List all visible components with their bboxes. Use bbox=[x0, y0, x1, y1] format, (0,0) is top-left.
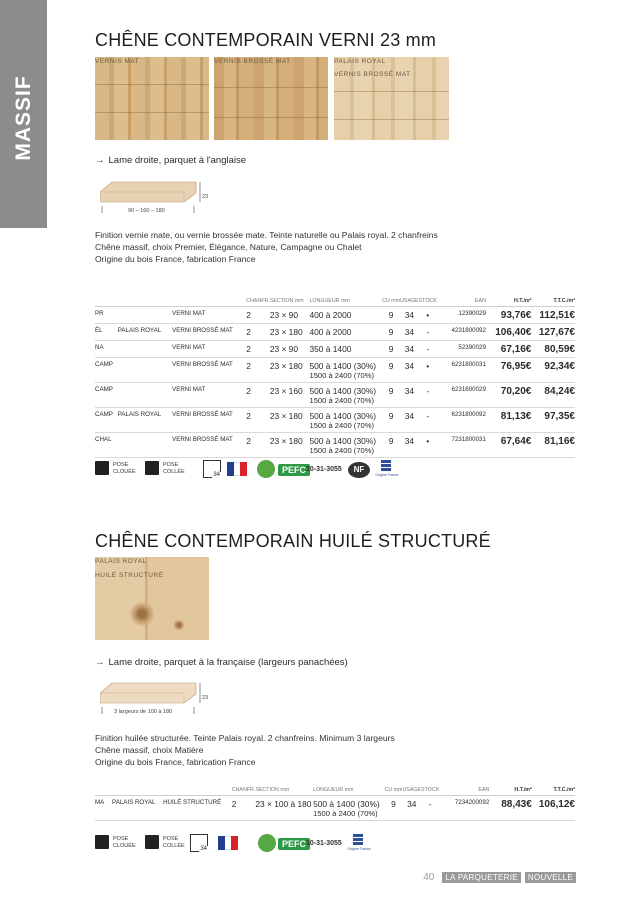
cell-longueur bbox=[309, 407, 382, 432]
glue-icon bbox=[145, 461, 159, 475]
cell-finition: VERNI BROSSÉ MAT bbox=[172, 407, 246, 432]
section1-title: CHÊNE CONTEMPORAIN VERNI 23 mm bbox=[95, 30, 437, 50]
section2-product-table bbox=[95, 785, 575, 821]
col-section: SECTION mm bbox=[255, 785, 313, 795]
description-line: Chêne massif, choix Matière bbox=[95, 745, 204, 755]
cell-longueur bbox=[313, 795, 384, 820]
cell-chanfrein: 2 bbox=[246, 323, 270, 340]
table-row bbox=[95, 407, 575, 432]
description-line: Chêne massif, choix Premier, Élégance, Nature, Campagne ou Chalet bbox=[95, 242, 362, 252]
table-row bbox=[95, 382, 575, 407]
board-profile-icon bbox=[100, 180, 210, 220]
cell-usage: 34 bbox=[400, 407, 419, 432]
brand-tag: NOUVELLE bbox=[525, 872, 576, 883]
cell-section: 23 × 180 bbox=[270, 357, 310, 382]
cell-longueur bbox=[309, 340, 382, 357]
pefc-code: 10-31-3055 bbox=[306, 840, 342, 847]
cell-cu: 9 bbox=[382, 323, 400, 340]
cell-stock: • bbox=[419, 432, 437, 457]
longueur-line: 500 à 1400 (30%) bbox=[313, 798, 380, 809]
swatch-palais-royal-huile bbox=[95, 557, 209, 640]
cell-stock: - bbox=[419, 323, 437, 340]
col-ttc: T.T.C./m² bbox=[532, 785, 575, 795]
cell-ean: 7231800031 bbox=[437, 432, 486, 457]
table-header bbox=[95, 296, 575, 306]
col-cu: CU mm bbox=[382, 296, 400, 306]
longueur-line: 500 à 1400 (30%) bbox=[309, 360, 377, 371]
cell-teinte: PALAIS ROYAL bbox=[118, 323, 172, 340]
cell-price-ttc: 106,12€ bbox=[532, 795, 575, 820]
pefc-logo: PEFC bbox=[278, 838, 310, 850]
col-stock: STOCK bbox=[421, 785, 439, 795]
profile-thickness: 23 bbox=[202, 695, 209, 701]
cell-cu: 9 bbox=[382, 340, 400, 357]
description-line: Finition vernie mate, ou vernie brossée mate. Teinte naturelle ou Palais royal. 2 chanfreins bbox=[95, 230, 438, 240]
board-profile-diagram bbox=[100, 681, 215, 721]
cell-price-ht: 70,20€ bbox=[486, 382, 531, 407]
table-header bbox=[95, 785, 575, 795]
col-ht: H.T./m² bbox=[486, 296, 531, 306]
cell-price-ttc: 84,24€ bbox=[531, 382, 575, 407]
description-line: Origine du bois France, fabrication France bbox=[95, 757, 256, 767]
swatch-label: PALAIS ROYAL bbox=[95, 558, 147, 565]
cell-price-ttc: 97,35€ bbox=[531, 407, 575, 432]
cell-teinte: PALAIS ROYAL bbox=[112, 795, 163, 820]
col-usage: USAGE bbox=[403, 785, 422, 795]
table-row bbox=[95, 340, 575, 357]
longueur-line: 1500 à 2400 (70%) bbox=[309, 445, 375, 455]
category-label: MASSIF bbox=[11, 75, 35, 161]
cell-choix: CAMP bbox=[95, 357, 118, 382]
pefc-leaf-icon bbox=[258, 834, 276, 852]
cell-chanfrein: 2 bbox=[246, 407, 270, 432]
cell-usage: 34 bbox=[400, 357, 419, 382]
cell-choix: CHAL bbox=[95, 432, 118, 457]
cell-usage: 34 bbox=[403, 795, 422, 820]
cell-ean: 52390029 bbox=[437, 340, 486, 357]
cell-section: 23 × 180 bbox=[270, 323, 310, 340]
section1-description bbox=[95, 229, 438, 265]
arrow-icon: → bbox=[95, 155, 105, 166]
cell-section: 23 × 160 bbox=[270, 382, 310, 407]
cell-finition: VERNI MAT bbox=[172, 382, 246, 407]
cell-ean: 12390029 bbox=[437, 306, 486, 323]
cell-price-ht: 67,16€ bbox=[486, 340, 531, 357]
description-line: Origine du bois France, fabrication France bbox=[95, 254, 256, 264]
cell-longueur bbox=[309, 306, 382, 323]
france-flag-icon bbox=[218, 836, 238, 850]
cell-stock: - bbox=[419, 382, 437, 407]
cell-choix: CAMP bbox=[95, 382, 118, 407]
table-row bbox=[95, 432, 575, 457]
cell-usage: 34 bbox=[400, 340, 419, 357]
cell-choix: NA bbox=[95, 340, 118, 357]
cell-chanfrein: 2 bbox=[232, 795, 256, 820]
cell-cu: 9 bbox=[382, 432, 400, 457]
section2-title: CHÊNE CONTEMPORAIN HUILÉ STRUCTURÉ bbox=[95, 531, 491, 551]
longueur-line: 500 à 1400 (30%) bbox=[309, 410, 377, 421]
cell-chanfrein: 2 bbox=[246, 382, 270, 407]
board-profile-icon bbox=[100, 681, 212, 721]
origine-france-logo: Origine France bbox=[349, 834, 367, 856]
longueur-line: 500 à 1400 (30%) bbox=[309, 435, 377, 446]
cell-ean: 6231800031 bbox=[437, 357, 486, 382]
cell-chanfrein: 2 bbox=[246, 306, 270, 323]
swatch-label: PALAIS ROYAL bbox=[334, 58, 386, 65]
col-cu: CU mm bbox=[385, 785, 403, 795]
section1-subtitle bbox=[95, 155, 246, 166]
cell-teinte bbox=[118, 340, 172, 357]
cell-price-ttc: 92,34€ bbox=[531, 357, 575, 382]
arrow-icon: → bbox=[95, 657, 105, 668]
cell-usage: 34 bbox=[400, 382, 419, 407]
cell-price-ht: 81,13€ bbox=[486, 407, 531, 432]
cell-longueur bbox=[309, 323, 382, 340]
longueur-line: 1500 à 2400 (70%) bbox=[309, 420, 375, 430]
col-ttc: T.T.C./m² bbox=[531, 296, 575, 306]
cell-finition: VERNI BROSSÉ MAT bbox=[172, 432, 246, 457]
cell-cu: 9 bbox=[382, 306, 400, 323]
pefc-leaf-icon bbox=[257, 460, 275, 478]
cell-price-ttc: 80,59€ bbox=[531, 340, 575, 357]
cell-chanfrein: 2 bbox=[246, 357, 270, 382]
glue-icon bbox=[145, 835, 159, 849]
cell-chanfrein: 2 bbox=[246, 432, 270, 457]
longueur-line: 1500 à 2400 (70%) bbox=[309, 370, 375, 380]
cell-price-ht: 88,43€ bbox=[489, 795, 532, 820]
cell-price-ht: 67,64€ bbox=[486, 432, 531, 457]
cell-ean: 7234200092 bbox=[439, 795, 489, 820]
cell-choix: MA bbox=[95, 795, 112, 820]
hammer-icon bbox=[95, 835, 109, 849]
col-ht: H.T./m² bbox=[489, 785, 532, 795]
pefc-logo: PEFC bbox=[278, 464, 310, 476]
profile-widths: 90 – 160 – 180 bbox=[128, 208, 165, 214]
col-ean: EAN bbox=[437, 296, 486, 306]
profile-thickness: 23 bbox=[202, 194, 209, 200]
cell-stock: • bbox=[419, 306, 437, 323]
subtitle-text: Lame droite, parquet à l'anglaise bbox=[108, 155, 247, 166]
category-side-tab bbox=[0, 0, 47, 228]
page-footer bbox=[423, 872, 576, 883]
cell-usage: 34 bbox=[400, 306, 419, 323]
col-longueur: LONGUEUR mm bbox=[309, 296, 382, 306]
cell-cu: 9 bbox=[382, 382, 400, 407]
description-line: Finition huilée structurée. Teinte Palais royal. 2 chanfreins. Minimum 3 largeurs bbox=[95, 733, 395, 743]
table-row bbox=[95, 323, 575, 340]
pefc-code: 10-31-3055 bbox=[306, 466, 342, 473]
cell-teinte bbox=[118, 306, 172, 323]
cell-price-ttc: 112,51€ bbox=[531, 306, 575, 323]
longueur-line: 400 à 2000 bbox=[309, 326, 352, 337]
usage-class-icon: 34 bbox=[203, 460, 221, 478]
cell-cu: 9 bbox=[382, 357, 400, 382]
table-row bbox=[95, 795, 575, 820]
col-ean: EAN bbox=[439, 785, 489, 795]
col-usage: USAGE bbox=[400, 296, 419, 306]
cell-ean: 6231600029 bbox=[437, 382, 486, 407]
cell-teinte bbox=[118, 357, 172, 382]
swatch-label-2: HUILÉ STRUCTURÉ bbox=[95, 572, 164, 579]
nf-logo: NF bbox=[348, 462, 370, 478]
longueur-line: 400 à 2000 bbox=[309, 309, 352, 320]
col-longueur: LONGUEUR mm bbox=[313, 785, 384, 795]
cell-longueur bbox=[309, 357, 382, 382]
section1-certifications: POSE CLOUÉE POSE COLLÉE 34 PEFC 10-31-3055 NF Origine France bbox=[95, 458, 415, 488]
cell-usage: 34 bbox=[400, 323, 419, 340]
swatch-label-2: VERNIS BROSSÉ MAT bbox=[334, 71, 411, 78]
cell-price-ht: 76,95€ bbox=[486, 357, 531, 382]
cell-stock: • bbox=[419, 357, 437, 382]
cell-choix: CAMP bbox=[95, 407, 118, 432]
cell-teinte bbox=[118, 432, 172, 457]
cell-choix: PR bbox=[95, 306, 118, 323]
longueur-line: 500 à 1400 (30%) bbox=[309, 385, 377, 396]
longueur-line: 1500 à 2400 (70%) bbox=[309, 395, 375, 405]
longueur-line: 350 à 1400 bbox=[309, 343, 352, 354]
cell-ean: 6231800092 bbox=[437, 407, 486, 432]
cell-price-ttc: 127,67€ bbox=[531, 323, 575, 340]
cell-section: 23 × 180 bbox=[270, 432, 310, 457]
cell-finition: VERNI MAT bbox=[172, 306, 246, 323]
cell-finition: VERNI BROSSÉ MAT bbox=[172, 323, 246, 340]
profile-widths: 3 largeurs de 100 à 180 bbox=[114, 709, 173, 715]
usage-class-icon: 34 bbox=[190, 834, 208, 852]
cell-stock: - bbox=[419, 407, 437, 432]
cell-finition: VERNI BROSSÉ MAT bbox=[172, 357, 246, 382]
cell-longueur bbox=[309, 432, 382, 457]
brand-tag: LA PARQUETERIE bbox=[442, 872, 521, 883]
section2-description bbox=[95, 732, 395, 768]
cell-section: 23 × 100 à 180 bbox=[255, 795, 313, 820]
cell-stock: - bbox=[421, 795, 439, 820]
cell-finition: VERNI MAT bbox=[172, 340, 246, 357]
cell-section: 23 × 90 bbox=[270, 340, 310, 357]
section2-certifications: POSE CLOUÉE POSE COLLÉE 34 PEFC 10-31-3055 Origine France bbox=[95, 832, 395, 862]
cell-price-ht: 93,76€ bbox=[486, 306, 531, 323]
col-chanfrein: CHANFR. bbox=[232, 785, 256, 795]
board-profile-diagram bbox=[100, 180, 210, 220]
cell-price-ht: 106,40€ bbox=[486, 323, 531, 340]
cell-choix: ÉL bbox=[95, 323, 118, 340]
section1-product-table bbox=[95, 296, 575, 458]
cell-price-ttc: 81,16€ bbox=[531, 432, 575, 457]
section2-subtitle bbox=[95, 657, 348, 668]
cell-ean: 4231800092 bbox=[437, 323, 486, 340]
swatch-vernis-brosse-mat bbox=[214, 57, 328, 140]
cell-usage: 34 bbox=[400, 432, 419, 457]
longueur-line: 1500 à 2400 (70%) bbox=[313, 808, 378, 818]
cell-cu: 9 bbox=[385, 795, 403, 820]
france-flag-icon bbox=[227, 462, 247, 476]
swatch-label: VERNIS BROSSÉ MAT bbox=[214, 58, 291, 65]
hammer-icon bbox=[95, 461, 109, 475]
cell-finition: HUILÉ STRUCTURÉ bbox=[163, 795, 232, 820]
table-row bbox=[95, 357, 575, 382]
col-chanfrein: CHANFR. bbox=[246, 296, 270, 306]
swatch-vernis-mat bbox=[95, 57, 209, 140]
cell-teinte: PALAIS ROYAL bbox=[118, 407, 172, 432]
col-stock: STOCK bbox=[419, 296, 437, 306]
cell-chanfrein: 2 bbox=[246, 340, 270, 357]
swatch-label: VERNIS MAT bbox=[95, 58, 140, 65]
table-row bbox=[95, 306, 575, 323]
cell-cu: 9 bbox=[382, 407, 400, 432]
cell-stock: - bbox=[419, 340, 437, 357]
col-section: SECTION mm bbox=[270, 296, 310, 306]
cell-teinte bbox=[118, 382, 172, 407]
page-number: 40 bbox=[423, 872, 435, 883]
swatch-palais-royal bbox=[334, 57, 449, 140]
cell-longueur bbox=[309, 382, 382, 407]
origine-france-logo: Origine France bbox=[377, 460, 395, 482]
subtitle-text: Lame droite, parquet à la française (largeurs panachées) bbox=[108, 657, 348, 668]
cell-section: 23 × 180 bbox=[270, 407, 310, 432]
cell-section: 23 × 90 bbox=[270, 306, 310, 323]
